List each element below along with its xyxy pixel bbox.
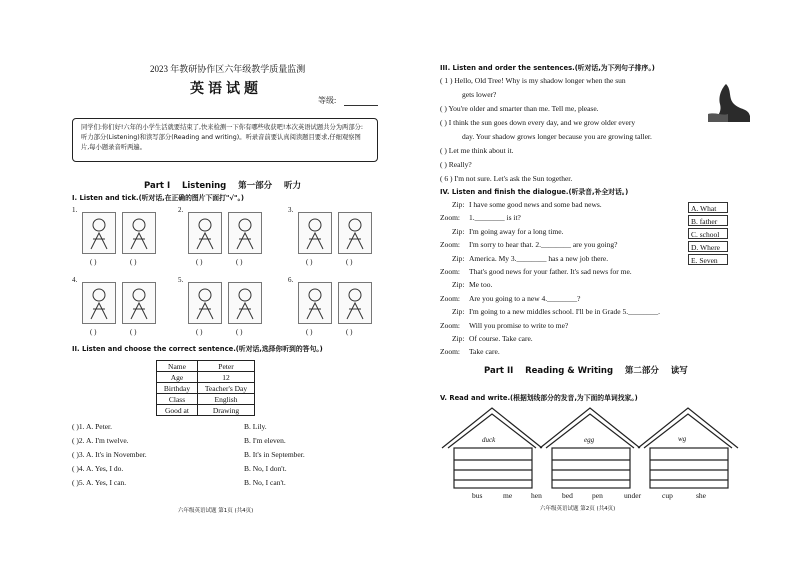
footer-right: 六年级英语试题 第2页 (共4页) (540, 506, 616, 512)
table-cell: Peter (198, 361, 255, 372)
dialogue-line: I'm sorry to hear that. 2.________ are you going? (469, 240, 618, 250)
word-bank-item: hen (531, 491, 542, 500)
tick-picture (228, 282, 262, 324)
word-bank-item: under (624, 491, 642, 500)
order-sentence: ( 6 ) I'm not sure. Let's ask the Sun together. (440, 174, 573, 183)
part2-title: Part II Reading & Writing 第二部分 读写 (484, 366, 688, 376)
table-row (157, 383, 255, 394)
tick-question-number: 6. (288, 276, 294, 284)
tick-answer-blank[interactable]: ( ) (346, 328, 353, 336)
tick-picture (188, 212, 222, 254)
table-cell: Age (157, 372, 198, 383)
intro-box (72, 118, 378, 162)
word-bank-item: me (503, 491, 513, 500)
tick-picture (82, 212, 116, 254)
choice-option-a[interactable]: ( )1. A. Peter. (72, 422, 112, 431)
sec5-title: V. Read and write.(根据划线部分的发音,为下面的单词找家。) (440, 394, 638, 402)
tick-picture (338, 212, 372, 254)
table-cell: Class (157, 394, 198, 405)
tick-question-number: 3. (288, 206, 294, 214)
choice-option-a[interactable]: ( )2. A. I'm twelve. (72, 436, 129, 445)
order-sentence: ( ) You're older and smarter than me. Tell me, please. (440, 104, 599, 113)
tick-answer-blank[interactable]: ( ) (236, 328, 243, 336)
choice-option-a[interactable]: ( )5. A. Yes, I can. (72, 478, 127, 487)
exam-title: 英语试题 (190, 82, 262, 97)
word-option: A. What (688, 202, 728, 213)
order-sentence: day. Your shadow grows longer because you are growing taller. (462, 132, 652, 141)
dialogue-speaker: Zip: (452, 307, 465, 317)
tick-picture (338, 282, 372, 324)
dialogue-speaker: Zip: (452, 280, 465, 290)
dialogue-speaker: Zip: (452, 253, 465, 263)
word-option: C. school (688, 228, 728, 239)
tick-answer-blank[interactable]: ( ) (306, 258, 313, 266)
word-bank-item: cup (662, 491, 673, 500)
dialogue-line: I'm going away for a long time. (469, 226, 564, 236)
tick-picture (122, 282, 156, 324)
house-2 (540, 408, 640, 488)
table-row (157, 372, 255, 383)
word-option: B. father (688, 215, 728, 226)
table-row (157, 361, 255, 372)
choice-option-a[interactable]: ( )3. A. It's in November. (72, 450, 147, 459)
dialogue-line: Are you going to a new 4.________? (469, 293, 581, 303)
dialogue-speaker: Zoom: (440, 267, 460, 276)
tick-answer-blank[interactable]: ( ) (130, 328, 137, 336)
tick-question-number: 5. (178, 276, 184, 284)
tick-picture (188, 282, 222, 324)
dialogue-line: That's good news for your father. It's sad news for me. (469, 267, 632, 276)
word-bank-item: pen (592, 491, 603, 500)
house-word-3: wg (678, 435, 687, 443)
tick-question-number: 4. (72, 276, 78, 284)
exam-header-line: 2023 年教研协作区六年级教学质量监测 (150, 64, 306, 74)
house-word-2: egg (584, 436, 595, 444)
tick-answer-blank[interactable]: ( ) (130, 258, 137, 266)
dialogue-speaker: Zoom: (440, 213, 460, 223)
part1-title: Part I Listening 第一部分 听力 (144, 181, 301, 191)
tick-answer-blank[interactable]: ( ) (236, 258, 243, 266)
dialogue-line: America. My 3.________ has a new job there. (469, 253, 609, 263)
table-cell: Name (157, 361, 198, 372)
table-cell: English (198, 394, 255, 405)
tick-answer-blank[interactable]: ( ) (306, 328, 313, 336)
order-sentence: gets lower? (462, 90, 497, 99)
choice-option-b[interactable]: B. No, I don't. (244, 464, 287, 473)
houses (440, 404, 742, 490)
footer-left: 六年级英语试题 第1页 (共4页) (178, 508, 254, 514)
tick-picture (122, 212, 156, 254)
sec4-title: IV. Listen and finish the dialogue.(听录音,补全对话。) (440, 188, 629, 196)
order-sentence: ( 1 ) Hello, Old Tree! Why is my shadow longer when the sun (440, 76, 626, 85)
order-sentence: ( ) I think the sun goes down every day, and we grow older every (440, 118, 636, 127)
house-word-1: duck (482, 436, 496, 444)
dialogue-line: Take care. (469, 347, 500, 357)
tick-answer-blank[interactable]: ( ) (90, 328, 97, 336)
dialogue-line: Of course. Take care. (469, 334, 533, 343)
word-bank-item: bus (472, 491, 483, 500)
dialogue-line: Will you promise to write to me? (469, 320, 569, 330)
order-sentence: ( ) Really? (440, 160, 472, 169)
order-sentence: ( ) Let me think about it. (440, 146, 514, 155)
intro-text: 同学们:你们好!六年的小学生活就要结束了,快来检测一下你有哪些收获吧!本次英语试题共分为两部分:听力部分(Listening)和读写部分(Reading and writing)。听录音前要认真阅读题目要求,仔细观察图片,每小题录音听两遍。 (81, 124, 364, 151)
sec2-title: II. Listen and choose the correct sentence.(听对话,选择你听到的答句。) (72, 345, 323, 353)
word-bank-item: she (696, 491, 706, 500)
table-cell: 12 (198, 372, 255, 383)
choice-option-b[interactable]: B. I'm eleven. (244, 436, 286, 445)
tick-picture (228, 212, 262, 254)
dialogue-speaker: Zoom: (440, 293, 460, 303)
grade-label: 等级: (318, 96, 337, 105)
word-option: D. Where (688, 241, 728, 252)
tick-question-number: 2. (178, 206, 184, 214)
table-cell: Teacher's Day (198, 383, 255, 394)
word-bank-item: bed (562, 491, 573, 500)
choice-option-b[interactable]: B. Lily. (244, 422, 267, 431)
tick-picture (298, 212, 332, 254)
dialogue-line: 1.________ is it? (469, 213, 521, 223)
dialogue-speaker: Zoom: (440, 240, 460, 250)
dialogue-line: I'm going to a new middles school. I'll be in Grade 5.________. (469, 307, 661, 317)
table-row (157, 405, 255, 416)
house-1 (442, 408, 542, 488)
dialogue-speaker: Zoom: (440, 347, 460, 357)
grade-blank[interactable] (344, 105, 378, 106)
info-table (156, 360, 255, 416)
tick-answer-blank[interactable]: ( ) (346, 258, 353, 266)
house-3 (638, 408, 738, 488)
choice-option-b[interactable]: B. It's in September. (244, 450, 305, 459)
choice-option-a[interactable]: ( )4. A. Yes, I do. (72, 464, 124, 473)
table-cell: Drawing (198, 405, 255, 416)
tick-question-number: 1. (72, 206, 78, 214)
dialogue-speaker: Zip: (452, 226, 465, 236)
sec1-title: I. Listen and tick.(听对话,在正确的图片下面打"√"。) (72, 194, 244, 202)
tick-picture (82, 282, 116, 324)
sec3-title: III. Listen and order the sentences.(听对话,为下列句子排序。) (440, 64, 655, 72)
word-option: E. Seven (688, 254, 728, 265)
tick-answer-blank[interactable]: ( ) (196, 258, 203, 266)
table-cell: Birthday (157, 383, 198, 394)
table-row (157, 394, 255, 405)
dialogue-speaker: Zoom: (440, 320, 460, 330)
dialogue-line: Me too. (469, 280, 493, 290)
choice-option-b[interactable]: B. No, I can't. (244, 478, 286, 487)
tick-picture (298, 282, 332, 324)
dialogue-speaker: Zip: (452, 334, 465, 343)
tick-answer-blank[interactable]: ( ) (90, 258, 97, 266)
dialogue-line: I have some good news and some bad news. (469, 200, 602, 209)
tick-answer-blank[interactable]: ( ) (196, 328, 203, 336)
table-cell: Good at (157, 405, 198, 416)
dialogue-speaker: Zip: (452, 200, 465, 209)
tree-shadow-image (708, 84, 750, 122)
